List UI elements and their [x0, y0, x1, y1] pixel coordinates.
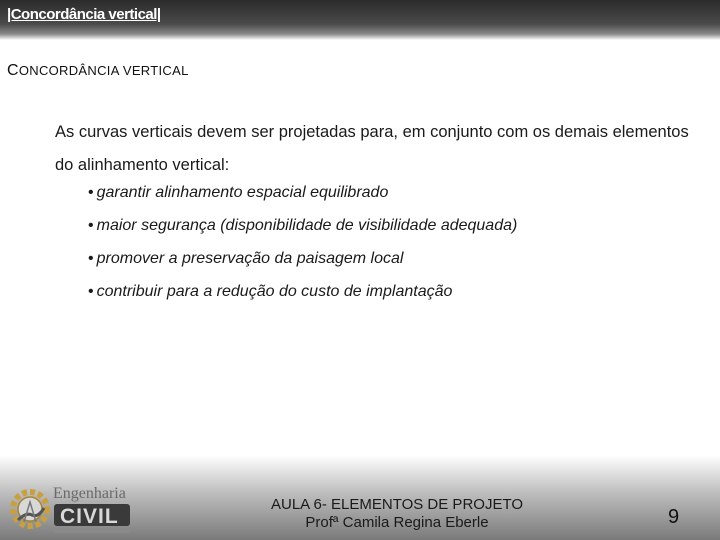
- header-title: |Concordância vertical|: [7, 6, 161, 23]
- logo-text-top: Engenharia: [53, 485, 126, 502]
- bullet-dot: •: [88, 184, 94, 201]
- header-bar: [0, 0, 720, 40]
- bullet-text: contribuir para a redução do custo de implantação: [96, 283, 453, 300]
- section-title-initial: C: [7, 62, 19, 79]
- section-title-rest: ONCORDÂNCIA VERTICAL: [18, 63, 189, 78]
- footer-professor-line: Profª Camila Regina Eberle: [305, 514, 489, 531]
- footer-text: [230, 496, 564, 532]
- page-number: 9: [668, 506, 680, 528]
- bullet-text: promover a preservação da paisagem local: [96, 250, 404, 267]
- bullet-dot: •: [88, 217, 94, 234]
- section-title: [7, 62, 189, 80]
- bullet-item: [88, 180, 517, 213]
- bullet-item: [88, 246, 517, 279]
- footer-course-line: AULA 6- ELEMENTOS DE PROJETO: [270, 496, 524, 513]
- bullet-text: garantir alinhamento espacial equilibrado: [96, 184, 389, 201]
- gear-icon: [13, 492, 47, 526]
- bullet-text: maior segurança (disponibilidade de visibilidade adequada): [96, 217, 518, 234]
- intro-paragraph: As curvas verticais devem ser projetadas para, em conjunto com os demais elementos do alinhamento vertical:: [55, 123, 689, 174]
- bullet-dot: •: [88, 250, 94, 267]
- bullet-list: [88, 180, 517, 312]
- logo-underline: [54, 530, 130, 533]
- engenharia-civil-logo: [4, 482, 134, 538]
- logo-text-main: CIVIL: [60, 505, 119, 528]
- bullet-dot: •: [88, 283, 94, 300]
- bullet-item: [88, 279, 517, 312]
- bullet-item: [88, 213, 517, 246]
